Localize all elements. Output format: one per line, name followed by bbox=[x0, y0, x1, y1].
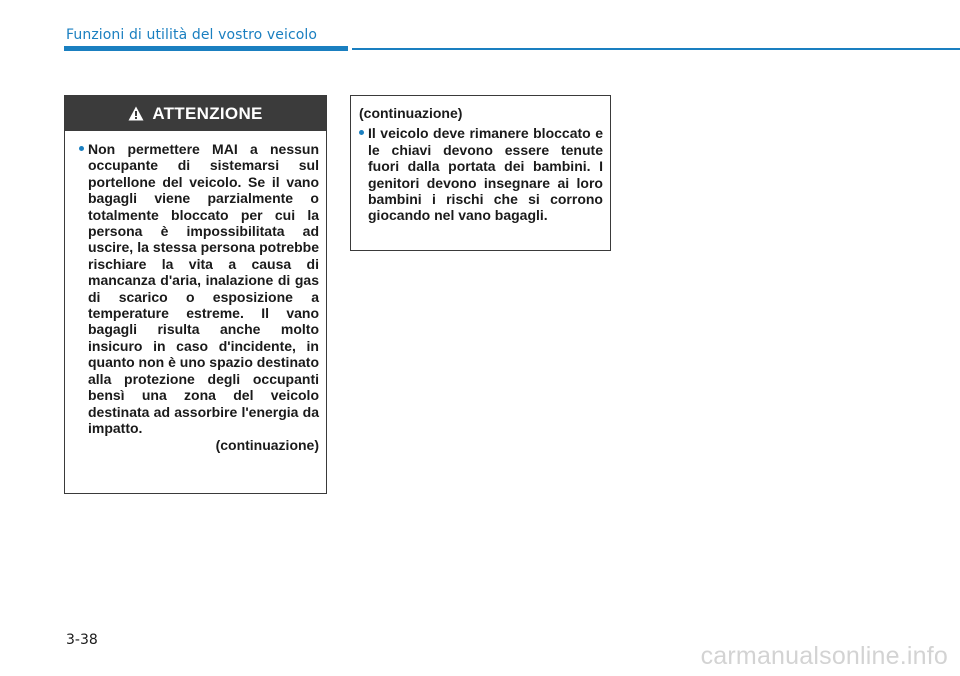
bullet-dot-icon bbox=[79, 146, 84, 151]
watermark: carmanualsonline.info bbox=[700, 642, 948, 670]
warning-header bbox=[65, 96, 326, 131]
header-rule bbox=[352, 48, 960, 50]
warning-triangle-icon bbox=[128, 106, 144, 121]
warning-heading: ATTENZIONE bbox=[152, 103, 263, 123]
warning-box bbox=[64, 95, 327, 494]
warning-bullet-item bbox=[79, 141, 319, 436]
continuation-bullet-item bbox=[359, 125, 603, 223]
warning-bullet-text: Non permettere MAI a nessun occupante di sistemarsi sul portellone del veicolo. Se il vano bagagli viene parzialmente o totalmente bloccato per cui la persona è impossibilitata ad uscire, la stessa persona potrebbe rischiare la vita a causa di mancanza d'aria, inalazione di gas di scarico o esposizione a temperature estreme. Il vano bagagli risulta anche molto insicuro in caso d'incidente, in quanto non è uno spazio destinato alla protezione degli occupanti bensì una zona del veicolo destinata ad assorbire l'energia da impatto. bbox=[88, 141, 319, 436]
continuation-label: (continuazione) bbox=[215, 437, 319, 454]
warning-content bbox=[65, 131, 326, 454]
section-title: Funzioni di utilità del vostro veicolo bbox=[66, 27, 318, 43]
continuation-bullet-text: Il veicolo deve rimanere bloccato e le chiavi devono essere tenute fuori dalla portata dei bambini. I genitori devono insegnare ai loro bambini i rischi che si corrono giocando nel vano bagagli. bbox=[368, 125, 603, 224]
bullet-dot-icon bbox=[359, 130, 364, 135]
continuation-label: (continuazione) bbox=[359, 105, 463, 121]
continuation-content bbox=[351, 96, 610, 224]
page-number: 3-38 bbox=[66, 632, 98, 648]
header-accent-bar bbox=[64, 46, 348, 51]
continuation-box bbox=[350, 95, 611, 251]
